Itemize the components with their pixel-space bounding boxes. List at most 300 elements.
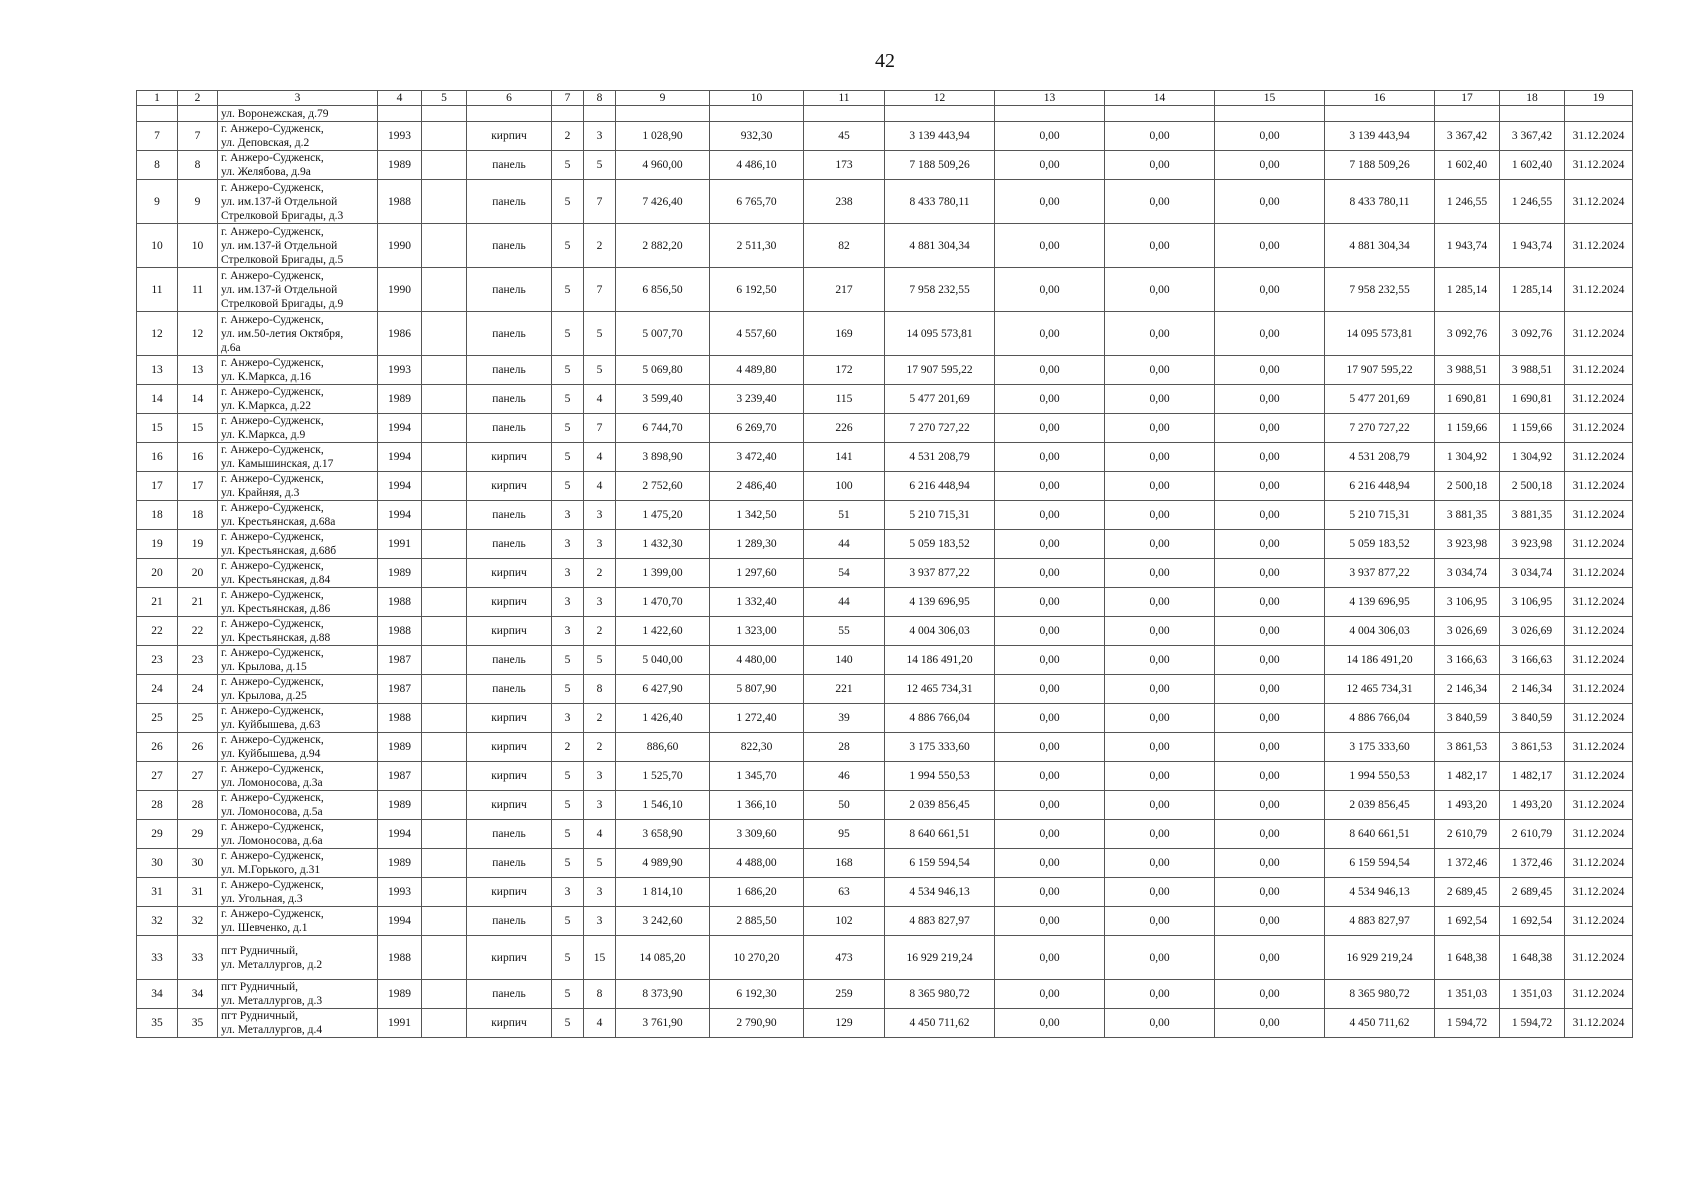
- completion-date: 31.12.2024: [1565, 414, 1633, 443]
- house-number: 19: [178, 530, 218, 559]
- col-14: 0,00: [1105, 268, 1215, 312]
- total-cost: 16 929 219,24: [1325, 936, 1435, 980]
- wall-material: кирпич: [467, 472, 552, 501]
- row-number: 17: [137, 472, 178, 501]
- living-area: 1 345,70: [710, 762, 804, 791]
- wall-material: кирпич: [467, 936, 552, 980]
- col-13: 0,00: [995, 180, 1105, 224]
- max-cost-per-sqm: 1 159,66: [1500, 414, 1565, 443]
- row-number: 20: [137, 559, 178, 588]
- house-number: 28: [178, 791, 218, 820]
- year-built: 1986: [378, 312, 422, 356]
- house-number: 26: [178, 733, 218, 762]
- max-cost-per-sqm: 2 610,79: [1500, 820, 1565, 849]
- completion-date: 31.12.2024: [1565, 878, 1633, 907]
- entrances: 2: [584, 224, 616, 268]
- cost-per-sqm: 3 026,69: [1435, 617, 1500, 646]
- estimated-cost: 4 004 306,03: [885, 617, 995, 646]
- total-cost: 4 886 766,04: [1325, 704, 1435, 733]
- row-number: 12: [137, 312, 178, 356]
- address-line: пгт Рудничный,: [221, 944, 299, 957]
- completion-date: 31.12.2024: [1565, 791, 1633, 820]
- address-line: г. Анжеро-Судженск,: [221, 357, 324, 369]
- house-number: 15: [178, 414, 218, 443]
- col-15: 0,00: [1215, 849, 1325, 878]
- col-13: 0,00: [995, 849, 1105, 878]
- max-cost-per-sqm: 3 092,76: [1500, 312, 1565, 356]
- total-area: 14 085,20: [616, 936, 710, 980]
- total-cost: 8 365 980,72: [1325, 980, 1435, 1009]
- wall-material: панель: [467, 414, 552, 443]
- estimated-cost: 4 881 304,34: [885, 224, 995, 268]
- table-row: [137, 268, 1633, 312]
- year-built: 1994: [378, 501, 422, 530]
- table-row: [137, 559, 1633, 588]
- wall-material: кирпич: [467, 878, 552, 907]
- estimated-cost: 6 159 594,54: [885, 849, 995, 878]
- entrances: 3: [584, 588, 616, 617]
- col-14: 0,00: [1105, 122, 1215, 151]
- address: [218, 224, 378, 268]
- cost-per-sqm: 1 943,74: [1435, 224, 1500, 268]
- estimated-cost: 7 270 727,22: [885, 414, 995, 443]
- row-number: 23: [137, 646, 178, 675]
- entrances: 3: [584, 878, 616, 907]
- row-number: 18: [137, 501, 178, 530]
- table-cell: [1215, 106, 1325, 122]
- address: [218, 151, 378, 180]
- entrances: 5: [584, 646, 616, 675]
- residents: 217: [804, 268, 885, 312]
- estimated-cost: 7 188 509,26: [885, 151, 995, 180]
- year-built: 1991: [378, 1009, 422, 1038]
- living-area: 4 488,00: [710, 849, 804, 878]
- col-5: [422, 414, 467, 443]
- completion-date: 31.12.2024: [1565, 312, 1633, 356]
- address: [218, 414, 378, 443]
- col-5: [422, 559, 467, 588]
- row-number: 31: [137, 878, 178, 907]
- total-area: 2 752,60: [616, 472, 710, 501]
- col-15: 0,00: [1215, 268, 1325, 312]
- col-13: 0,00: [995, 1009, 1105, 1038]
- table-row: [137, 443, 1633, 472]
- column-header: 16: [1325, 91, 1435, 106]
- floors: 5: [552, 820, 584, 849]
- living-area: 1 366,10: [710, 791, 804, 820]
- col-14: 0,00: [1105, 501, 1215, 530]
- total-cost: 4 883 827,97: [1325, 907, 1435, 936]
- column-header: 12: [885, 91, 995, 106]
- address: [218, 385, 378, 414]
- col-15: 0,00: [1215, 980, 1325, 1009]
- entrances: 5: [584, 849, 616, 878]
- column-header: 2: [178, 91, 218, 106]
- table-row: [137, 530, 1633, 559]
- residents: 51: [804, 501, 885, 530]
- total-area: 1 475,20: [616, 501, 710, 530]
- col-13: 0,00: [995, 472, 1105, 501]
- cost-per-sqm: 1 594,72: [1435, 1009, 1500, 1038]
- address-line: пгт Рудничный,: [221, 981, 299, 993]
- table-row: [137, 936, 1633, 980]
- row-number: 21: [137, 588, 178, 617]
- total-area: 3 898,90: [616, 443, 710, 472]
- entrances: 4: [584, 472, 616, 501]
- cost-per-sqm: 3 034,74: [1435, 559, 1500, 588]
- house-number: 17: [178, 472, 218, 501]
- row-number: 29: [137, 820, 178, 849]
- estimated-cost: 7 958 232,55: [885, 268, 995, 312]
- floors: 5: [552, 646, 584, 675]
- estimated-cost: 14 095 573,81: [885, 312, 995, 356]
- floors: 5: [552, 675, 584, 704]
- max-cost-per-sqm: 1 372,46: [1500, 849, 1565, 878]
- cost-per-sqm: 1 304,92: [1435, 443, 1500, 472]
- table-cell: [710, 106, 804, 122]
- estimated-cost: 5 210 715,31: [885, 501, 995, 530]
- cost-per-sqm: 3 166,63: [1435, 646, 1500, 675]
- address: [218, 704, 378, 733]
- house-number: 33: [178, 936, 218, 980]
- col-14: 0,00: [1105, 385, 1215, 414]
- address-line: г. Анжеро-Судженск,: [221, 386, 324, 398]
- entrances: 4: [584, 820, 616, 849]
- entrances: 4: [584, 443, 616, 472]
- year-built: 1988: [378, 588, 422, 617]
- col-5: [422, 791, 467, 820]
- floors: 5: [552, 849, 584, 878]
- total-area: 1 814,10: [616, 878, 710, 907]
- col-5: [422, 151, 467, 180]
- year-built: 1989: [378, 791, 422, 820]
- completion-date: 31.12.2024: [1565, 907, 1633, 936]
- address-line: г. Анжеро-Судженск,: [221, 647, 324, 659]
- entrances: 7: [584, 268, 616, 312]
- residents: 168: [804, 849, 885, 878]
- total-cost: 7 958 232,55: [1325, 268, 1435, 312]
- max-cost-per-sqm: 1 943,74: [1500, 224, 1565, 268]
- residents: 140: [804, 646, 885, 675]
- column-header: 19: [1565, 91, 1633, 106]
- col-15: 0,00: [1215, 733, 1325, 762]
- wall-material: панель: [467, 151, 552, 180]
- column-header: 11: [804, 91, 885, 106]
- wall-material: панель: [467, 980, 552, 1009]
- address-line: ул. Крылова, д.15: [221, 661, 307, 673]
- col-13: 0,00: [995, 559, 1105, 588]
- entrances: 3: [584, 501, 616, 530]
- col-5: [422, 530, 467, 559]
- col-13: 0,00: [995, 356, 1105, 385]
- wall-material: панель: [467, 675, 552, 704]
- address: [218, 472, 378, 501]
- max-cost-per-sqm: 1 246,55: [1500, 180, 1565, 224]
- total-area: 8 373,90: [616, 980, 710, 1009]
- living-area: 3 239,40: [710, 385, 804, 414]
- cost-per-sqm: 1 351,03: [1435, 980, 1500, 1009]
- wall-material: панель: [467, 180, 552, 224]
- year-built: 1989: [378, 980, 422, 1009]
- row-number: 33: [137, 936, 178, 980]
- total-cost: 3 937 877,22: [1325, 559, 1435, 588]
- cost-per-sqm: 2 689,45: [1435, 878, 1500, 907]
- completion-date: 31.12.2024: [1565, 443, 1633, 472]
- total-cost: 17 907 595,22: [1325, 356, 1435, 385]
- residents: 173: [804, 151, 885, 180]
- max-cost-per-sqm: 2 146,34: [1500, 675, 1565, 704]
- house-number: 35: [178, 1009, 218, 1038]
- col-14: 0,00: [1105, 791, 1215, 820]
- column-header: 7: [552, 91, 584, 106]
- col-15: 0,00: [1215, 878, 1325, 907]
- col-13: 0,00: [995, 385, 1105, 414]
- col-13: 0,00: [995, 122, 1105, 151]
- col-5: [422, 646, 467, 675]
- address: [218, 180, 378, 224]
- completion-date: 31.12.2024: [1565, 559, 1633, 588]
- wall-material: панель: [467, 224, 552, 268]
- col-14: 0,00: [1105, 224, 1215, 268]
- entrances: 7: [584, 414, 616, 443]
- row-number: 34: [137, 980, 178, 1009]
- living-area: 932,30: [710, 122, 804, 151]
- cost-per-sqm: 3 923,98: [1435, 530, 1500, 559]
- total-cost: 4 004 306,03: [1325, 617, 1435, 646]
- estimated-cost: 8 640 661,51: [885, 820, 995, 849]
- completion-date: 31.12.2024: [1565, 704, 1633, 733]
- col-13: 0,00: [995, 224, 1105, 268]
- col-13: 0,00: [995, 980, 1105, 1009]
- column-header: 10: [710, 91, 804, 106]
- floors: 3: [552, 588, 584, 617]
- table-row: [137, 791, 1633, 820]
- address: [218, 849, 378, 878]
- cost-per-sqm: 1 372,46: [1435, 849, 1500, 878]
- address-line: г. Анжеро-Судженск,: [221, 152, 324, 164]
- year-built: 1993: [378, 356, 422, 385]
- entrances: 4: [584, 385, 616, 414]
- row-number: 32: [137, 907, 178, 936]
- living-area: 1 342,50: [710, 501, 804, 530]
- col-14: 0,00: [1105, 472, 1215, 501]
- table-cell: [1435, 106, 1500, 122]
- year-built: 1994: [378, 414, 422, 443]
- col-14: 0,00: [1105, 180, 1215, 224]
- residents: 63: [804, 878, 885, 907]
- total-cost: 6 216 448,94: [1325, 472, 1435, 501]
- residents: 172: [804, 356, 885, 385]
- completion-date: 31.12.2024: [1565, 180, 1633, 224]
- column-header: 1: [137, 91, 178, 106]
- table-row: [137, 151, 1633, 180]
- col-13: 0,00: [995, 617, 1105, 646]
- cost-per-sqm: 3 861,53: [1435, 733, 1500, 762]
- address: [218, 312, 378, 356]
- residents: 50: [804, 791, 885, 820]
- floors: 5: [552, 385, 584, 414]
- floors: 3: [552, 704, 584, 733]
- table-row: [137, 907, 1633, 936]
- col-5: [422, 617, 467, 646]
- address-line: пгт Рудничный,: [221, 1010, 299, 1022]
- col-5: [422, 733, 467, 762]
- col-15: 0,00: [1215, 443, 1325, 472]
- col-13: 0,00: [995, 530, 1105, 559]
- completion-date: 31.12.2024: [1565, 675, 1633, 704]
- living-area: 4 486,10: [710, 151, 804, 180]
- address-line: г. Анжеро-Судженск,: [221, 705, 324, 717]
- col-15: 0,00: [1215, 414, 1325, 443]
- year-built: 1994: [378, 472, 422, 501]
- floors: 3: [552, 501, 584, 530]
- col-13: 0,00: [995, 588, 1105, 617]
- table-row: [137, 675, 1633, 704]
- address-line: ул. К.Маркса, д.9: [221, 429, 306, 441]
- residents: 115: [804, 385, 885, 414]
- address: [218, 530, 378, 559]
- completion-date: 31.12.2024: [1565, 268, 1633, 312]
- row-number: 30: [137, 849, 178, 878]
- residents: 473: [804, 936, 885, 980]
- col-15: 0,00: [1215, 588, 1325, 617]
- col-14: 0,00: [1105, 704, 1215, 733]
- cost-per-sqm: 2 610,79: [1435, 820, 1500, 849]
- col-5: [422, 443, 467, 472]
- address-line: Стрелковой Бригады, д.5: [221, 253, 344, 266]
- total-cost: 4 139 696,95: [1325, 588, 1435, 617]
- total-cost: 5 059 183,52: [1325, 530, 1435, 559]
- cost-per-sqm: 1 246,55: [1435, 180, 1500, 224]
- estimated-cost: 3 937 877,22: [885, 559, 995, 588]
- table-cell: [616, 106, 710, 122]
- address-line: г. Анжеро-Судженск,: [221, 734, 324, 746]
- total-area: 1 432,30: [616, 530, 710, 559]
- estimated-cost: 5 477 201,69: [885, 385, 995, 414]
- address: [218, 980, 378, 1009]
- residents: 95: [804, 820, 885, 849]
- estimated-cost: 3 139 443,94: [885, 122, 995, 151]
- table-row: [137, 414, 1633, 443]
- max-cost-per-sqm: 1 482,17: [1500, 762, 1565, 791]
- table-cell: [378, 106, 422, 122]
- col-13: 0,00: [995, 907, 1105, 936]
- address-line: г. Анжеро-Судженск,: [221, 123, 324, 135]
- cost-per-sqm: 2 500,18: [1435, 472, 1500, 501]
- col-15: 0,00: [1215, 762, 1325, 791]
- year-built: 1991: [378, 530, 422, 559]
- residents: 54: [804, 559, 885, 588]
- col-5: [422, 268, 467, 312]
- entrances: 3: [584, 907, 616, 936]
- row-number: 7: [137, 122, 178, 151]
- completion-date: 31.12.2024: [1565, 588, 1633, 617]
- col-5: [422, 878, 467, 907]
- total-area: 2 882,20: [616, 224, 710, 268]
- total-area: 3 658,90: [616, 820, 710, 849]
- year-built: 1988: [378, 617, 422, 646]
- year-built: 1990: [378, 224, 422, 268]
- col-14: 0,00: [1105, 980, 1215, 1009]
- house-number: 27: [178, 762, 218, 791]
- col-14: 0,00: [1105, 414, 1215, 443]
- table-row: [137, 224, 1633, 268]
- page-number: 42: [875, 50, 895, 72]
- address-line: ул. К.Маркса, д.22: [221, 400, 311, 412]
- entrances: 15: [584, 936, 616, 980]
- col-14: 0,00: [1105, 849, 1215, 878]
- wall-material: панель: [467, 268, 552, 312]
- living-area: 10 270,20: [710, 936, 804, 980]
- entrances: 2: [584, 733, 616, 762]
- house-number: 23: [178, 646, 218, 675]
- col-15: 0,00: [1215, 791, 1325, 820]
- wall-material: панель: [467, 849, 552, 878]
- address: [218, 122, 378, 151]
- cost-per-sqm: 1 602,40: [1435, 151, 1500, 180]
- wall-material: панель: [467, 385, 552, 414]
- address-line: д.6а: [221, 341, 241, 354]
- col-13: 0,00: [995, 646, 1105, 675]
- living-area: 6 765,70: [710, 180, 804, 224]
- estimated-cost: 4 139 696,95: [885, 588, 995, 617]
- column-header: 13: [995, 91, 1105, 106]
- table-row: [137, 704, 1633, 733]
- living-area: 4 489,80: [710, 356, 804, 385]
- col-14: 0,00: [1105, 1009, 1215, 1038]
- cost-per-sqm: 3 106,95: [1435, 588, 1500, 617]
- col-5: [422, 907, 467, 936]
- col-13: 0,00: [995, 704, 1105, 733]
- floors: 5: [552, 356, 584, 385]
- table-row: [137, 849, 1633, 878]
- address-line: г. Анжеро-Судженск,: [221, 560, 324, 572]
- max-cost-per-sqm: 3 840,59: [1500, 704, 1565, 733]
- table-cell: [552, 106, 584, 122]
- residents: 46: [804, 762, 885, 791]
- residents: 102: [804, 907, 885, 936]
- house-number: 30: [178, 849, 218, 878]
- year-built: 1993: [378, 122, 422, 151]
- total-area: 1 546,10: [616, 791, 710, 820]
- table-row: [137, 617, 1633, 646]
- floors: 5: [552, 151, 584, 180]
- max-cost-per-sqm: 3 026,69: [1500, 617, 1565, 646]
- address-line: Стрелковой Бригады, д.9: [221, 297, 344, 310]
- residents: 39: [804, 704, 885, 733]
- address-line: г. Анжеро-Судженск,: [221, 269, 324, 282]
- address-line: г. Анжеро-Судженск,: [221, 618, 324, 630]
- year-built: 1987: [378, 646, 422, 675]
- living-area: 1 289,30: [710, 530, 804, 559]
- wall-material: кирпич: [467, 559, 552, 588]
- address: [218, 791, 378, 820]
- column-number-row: [137, 91, 1633, 106]
- max-cost-per-sqm: 3 367,42: [1500, 122, 1565, 151]
- table-row: [137, 501, 1633, 530]
- address-line: г. Анжеро-Судженск,: [221, 415, 324, 427]
- address: [218, 646, 378, 675]
- entrances: 3: [584, 791, 616, 820]
- completion-date: 31.12.2024: [1565, 385, 1633, 414]
- completion-date: 31.12.2024: [1565, 224, 1633, 268]
- residents: 129: [804, 1009, 885, 1038]
- floors: 5: [552, 268, 584, 312]
- address: [218, 617, 378, 646]
- wall-material: кирпич: [467, 617, 552, 646]
- completion-date: 31.12.2024: [1565, 733, 1633, 762]
- total-area: 1 028,90: [616, 122, 710, 151]
